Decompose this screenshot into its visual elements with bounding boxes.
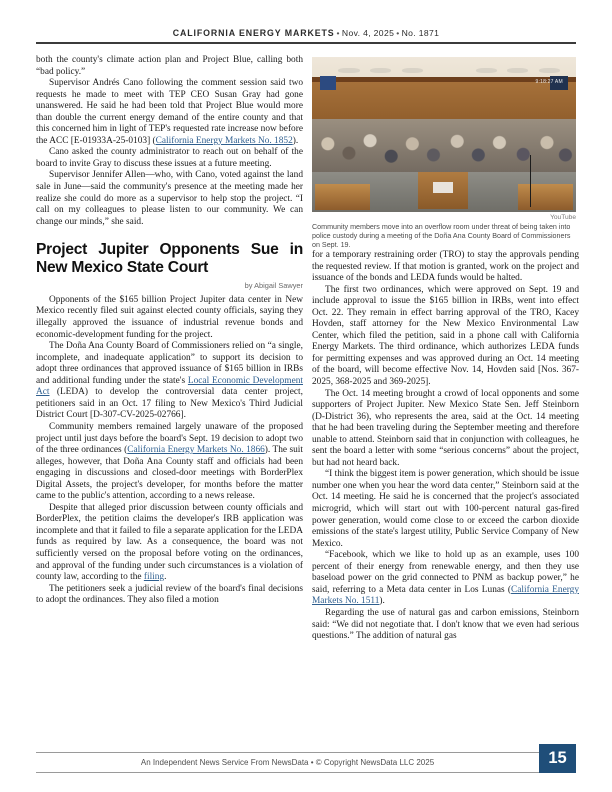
footer-rule-top [36, 752, 576, 753]
page-number-badge: 15 [539, 744, 576, 773]
footer-rule-bottom [36, 772, 576, 773]
issue-date: Nov. 4, 2025 [341, 28, 395, 38]
ceiling-lamp-icon-1 [338, 68, 359, 73]
right-paragraph-5 [312, 550, 579, 608]
right-column [312, 250, 579, 643]
right-paragraph-3: The Oct. 14 meeting brought a crowd of local opponents and some supporters of Project Jupiter. New Mexico State Sen. Jeff Steinborn (D-District 36), who represents the area, said at the Oct. 14 meeting that he had been traveling during the September meeting and therefore unable to attend. Steinborn said that in conjunction with colleagues, he sent the board a letter with some “serious concerns” about the project, but had not heard back. [312, 388, 579, 468]
right-paragraph-6: Regarding the use of natural gas and carbon emissions, Steinborn said: “We did not negotiate that. I don't know that we even had serious questions.” The addition of natural gas [312, 607, 579, 642]
meeting-photo [312, 57, 576, 212]
paragraph-continued-1: both the county's climate action plan and Project Blue, calling both “bad policy.” [36, 55, 303, 77]
paragraph-cano-1-tail: ). [292, 135, 299, 146]
body-paragraph-1: Opponents of the $165 billion Project Jupiter data center in New Mexico recently filed suit against elected county officials, saying they illegally approved the issuance of industrial revenue bonds and economic-development funding for the project. [36, 294, 303, 340]
ceiling-lamp-icon-4 [476, 68, 497, 73]
body-paragraph-2-a: The Doña Ana County Board of Commissioners relied on “a single, incomplete, and inadequate application” to support its decision to adopt three ordinances that approved issuance of $165 billion in IRBs and additional funding under the state's [36, 341, 303, 386]
left-column [36, 55, 303, 607]
issue-number: No. 1871 [401, 28, 440, 38]
dais-desk-right [518, 184, 573, 210]
paragraph-allen: Supervisor Jennifer Allen—who, with Cano, voted against the land sale in June—said the community's presence at the meeting made her realize she could do more as a supervisor to help stop the project. “I call on my colleagues to please listen to our community. We can change our minds,” she said. [36, 170, 303, 227]
wall-monitor-left [320, 76, 336, 90]
article-byline: by Abigail Sawyer [244, 281, 303, 291]
header-rule [36, 42, 576, 44]
link-filing[interactable]: filing [143, 572, 165, 583]
right-paragraph-5-b: ). [379, 596, 385, 607]
link-cem-1852[interactable]: California Energy Markets No. 1852 [155, 135, 293, 146]
publication-title: CALIFORNIA ENERGY MARKETS [172, 28, 335, 38]
paragraph-cano-2: Cano asked the county administrator to reach out on behalf of the board to invite Gray to discuss these issues at a future meeting. [36, 147, 303, 169]
body-paragraph-4 [36, 503, 303, 584]
speaker-podium [418, 172, 468, 209]
paragraph-cano-1 [36, 78, 303, 147]
body-paragraph-3-b: ). The suit alleges, however, that Doña Ana County staff and officials had been engaging in discussions and closed-door meetings with BorderPlex Digital Assets, the project's developer, for months before the matter came to the public's attention, according to a news release. [36, 445, 303, 502]
paragraph-cano-1-text: Supervisor Andrés Cano following the comment session said two requests he made to meet with TEP CEO Susan Gray had gone unanswered. He said he had been told that Project Blue would more than double the current energy demand of the entire county and that this concerned him in light of TEP's requested rate increase now before the ACC [E-01933A-25-0103] ( [36, 78, 303, 146]
ceiling-lamp-icon-6 [539, 68, 560, 73]
header-separator-1: • [336, 28, 340, 38]
footer-text: An Independent News Service From NewsData • © Copyright NewsData LLC 2025 [140, 758, 435, 767]
photo-credit: YouTube [550, 213, 576, 221]
microphone-stand [530, 155, 531, 208]
article-headline: Project Jupiter Opponents Sue in New Mexico State Court [36, 241, 303, 276]
running-head [36, 28, 576, 38]
body-paragraph-2 [36, 341, 303, 422]
link-cem-1511[interactable]: California Energy Markets No. 1511 [312, 584, 579, 607]
photo-timestamp: 9:18:27 AM [535, 78, 563, 85]
link-cem-1866[interactable]: California Energy Markets No. 1866 [127, 445, 265, 456]
dais-desk-left [315, 184, 370, 210]
right-paragraph-5-a: “Facebook, which we like to hold up as an example, uses 100 percent of their energy from renewable energy, and then they use baseload power on the grid connected to PNM as backup power,” he said, referring to a Meta data center in Los Lunas ( [312, 550, 579, 595]
body-paragraph-4-a: Despite that alleged prior discussion between county officials and BorderPlex, the petition claims the developer's IRB application was incomplete and that it failed to file a separate application for the LEDA funds as required by law. As a consequence, the board was not sufficiently versed on the proposal before voting on the ordinances, and approval of the funding under such circumstances is a violation of county law, according to the [36, 502, 303, 583]
photo-caption: Community members move into an overflow room under threat of being taken into police custody during a meeting of the Doña Ana County Board of Commissioners on Sept. 19. [312, 222, 571, 249]
article-figure [312, 57, 576, 250]
body-paragraph-4-b: . [164, 572, 167, 583]
right-paragraph-2: The first two ordinances, which were approved on Sept. 19 and include approval to issue the $165 billion in IRBs, went into effect Oct. 22. They remain in effect barring approval of the TRO, Kacey Hovden, staff attorney for the New Mexico Environmental Law Center, which filed the petition, said in a phone call with California Energy Markets. The third ordinance, which authorizes LEDA funds for permitting expenses and was approved during an Oct. 14 meeting of the board, will become effective Nov. 14, Hovden said [Nos. 367-2025, 368-2025 and 369-2025]. [312, 284, 579, 388]
link-local-economic-development-act[interactable]: Local Economic Development Act [36, 375, 303, 398]
right-paragraph-4: “I think the biggest item is power generation, which should be issue number one when you hear the word data center,” Steinborn said at the Oct. 14 meeting. He said he is concerned that the project's associated microgrid, which will start out with 100-percent natural gas-fired power generation, would come close to or exceed the carbon dioxide emissions of the state's largest utility, Public Service Company of New Mexico. [312, 469, 579, 549]
header-separator-2: • [396, 28, 400, 38]
body-paragraph-3 [36, 422, 303, 503]
body-paragraph-3-a: Community members remained largely unaware of the proposed project until just days before the board's Sept. 19 decision to adopt two of the three ordinances ( [36, 421, 303, 456]
body-paragraph-2-b: (LEDA) to develop the controversial data center project, petitioners said in an Oct. 17 filing to New Mexico's Third Judicial District Court [D-307-CV-2025-02766]. [36, 387, 303, 421]
right-paragraph-1: for a temporary restraining order (TRO) to stay the approvals pending the requested review. If that motion is granted, work on the project and issuance of the bonds and LEDA funds would be halted. [312, 250, 579, 284]
ceiling-lamp-icon-3 [402, 68, 423, 73]
ceiling-lamp-icon-2 [370, 68, 391, 73]
body-paragraph-5: The petitioners seek a judicial review of the board's final decisions to adopt the ordinances. They also filed a motion [36, 583, 303, 606]
